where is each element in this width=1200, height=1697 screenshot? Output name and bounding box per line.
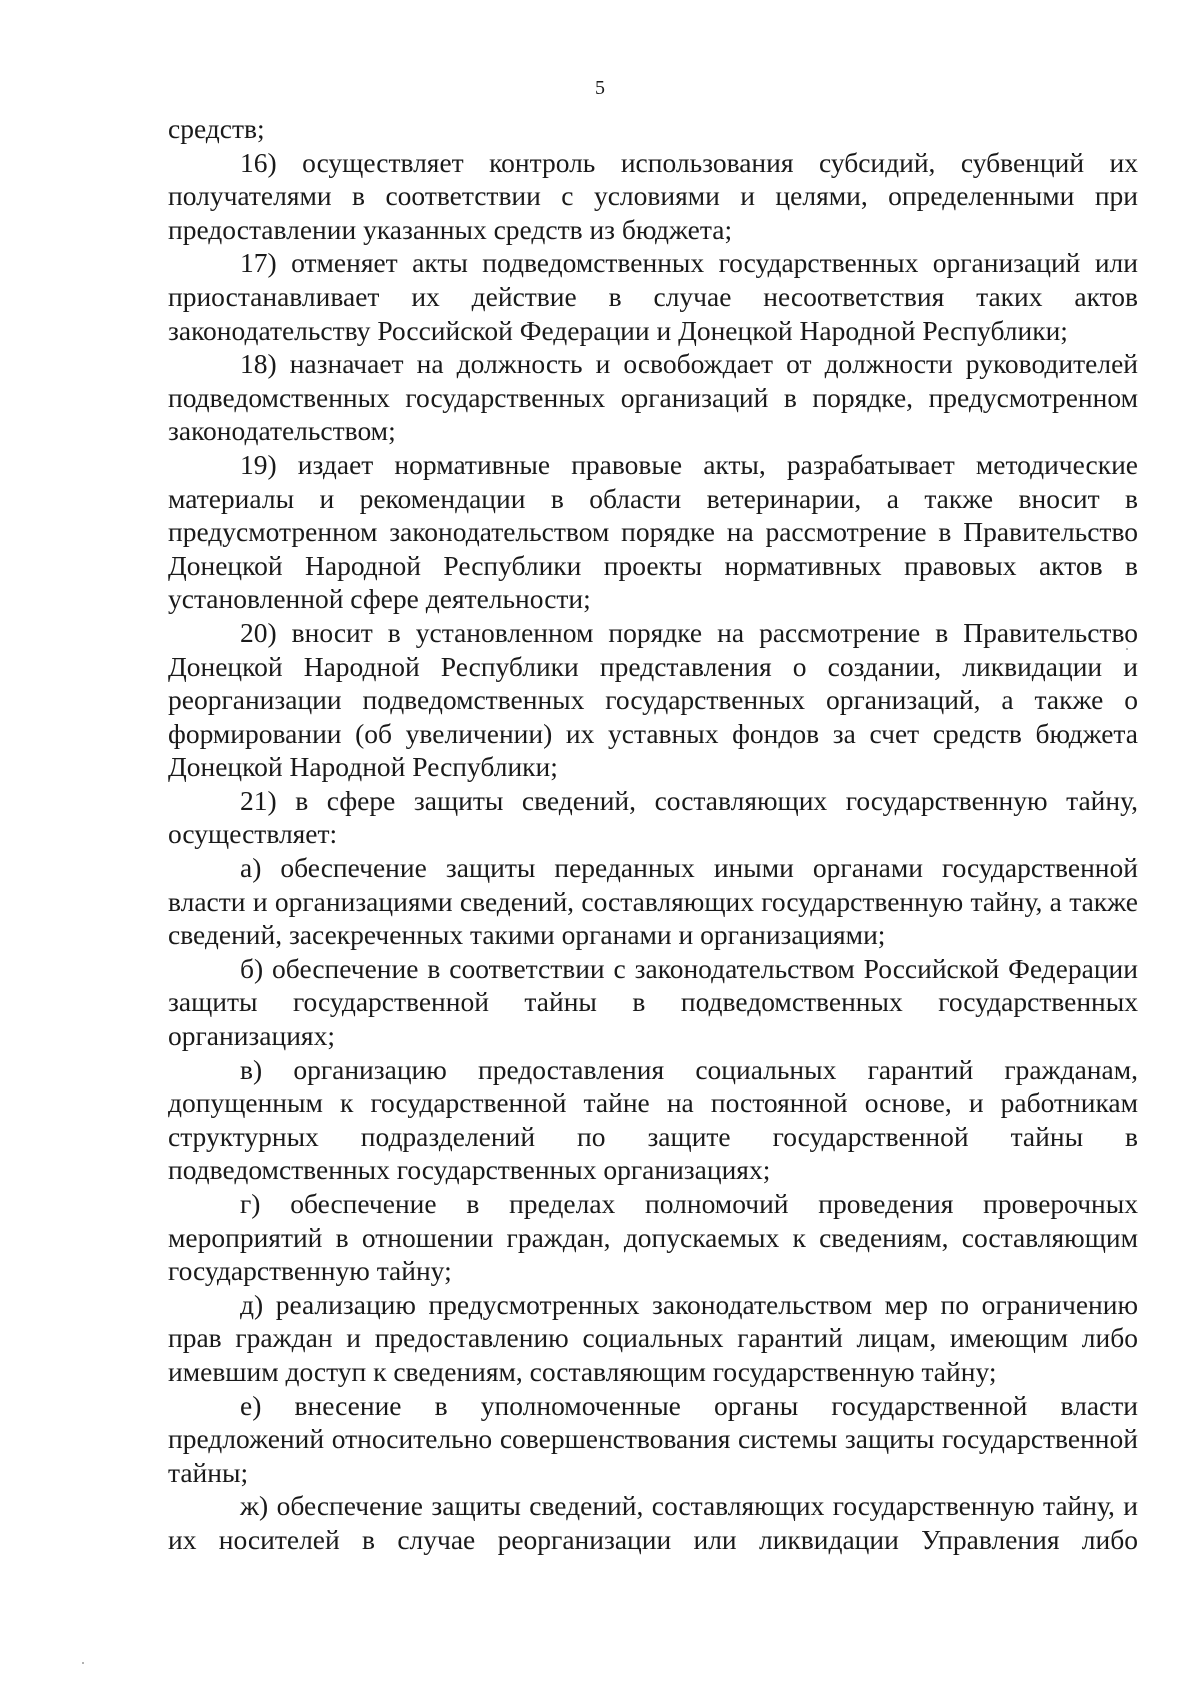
document-body bbox=[168, 112, 1138, 1557]
paragraph-item-19: 19) издает нормативные правовые акты, разрабатывает методические материалы и рекомендации в области ветеринарии, а также вносит в предусмотренном законодательством порядке на рассмотрение в Правительство Донецкой Народной Республики проекты нормативных правовых актов в установленной сфере деятельности; bbox=[168, 448, 1138, 615]
subparagraph-e: е) внесение в уполномоченные органы государственной власти предложений относительно совершенствования системы защиты государственной тайны; bbox=[168, 1389, 1138, 1488]
paragraph-item-16: 16) осуществляет контроль использования субсидий, субвенций их получателями в соответствии с условиями и целями, определенными при предоставлении указанных средств из бюджета; bbox=[168, 146, 1138, 245]
subparagraph-zh: ж) обеспечение защиты сведений, составляющих государственную тайну, и их носителей в случае реорганизации или ликвидации Управления либо bbox=[168, 1490, 1138, 1555]
subparagraph-b: б) обеспечение в соответствии с законодательством Российской Федерации защиты государственной тайны в подведомственных государственных организациях; bbox=[168, 952, 1138, 1052]
subparagraph-a: а) обеспечение защиты переданных иными органами государственной власти и организациями сведений, составляющих государственную тайну, а также сведений, засекреченных такими органами и организациями; bbox=[168, 852, 1138, 951]
page-number: 5 bbox=[595, 77, 605, 99]
subparagraph-v: в) организацию предоставления социальных гарантий гражданам, допущенным к государственной тайне на постоянной основе, и работникам структурных подразделений по защите государственной тайны в подведомственных государственных организациях; bbox=[168, 1053, 1138, 1186]
paragraph-item-20: 20) вносит в установленном порядке на рассмотрение в Правительство Донецкой Народной Республики представления о создании, ликвидации и реорганизации подведомственных государственных организаций, а также о формировании (об увеличении) их уставных фондов за счет средств бюджета Донецкой Народной Республики; bbox=[168, 616, 1138, 783]
paragraph-item-21: 21) в сфере защиты сведений, составляющих государственную тайну, осуществляет: bbox=[168, 784, 1138, 850]
paragraph-continuation: средств; bbox=[168, 113, 265, 144]
scan-speck bbox=[82, 1662, 84, 1664]
scan-speck bbox=[1126, 648, 1128, 650]
subparagraph-d: д) реализацию предусмотренных законодательством мер по ограничению прав граждан и предоставлению социальных гарантий лицам, имеющим либо имевшим доступ к сведениям, составляющим государственную тайну; bbox=[168, 1288, 1138, 1387]
subparagraph-g: г) обеспечение в пределах полномочий проведения проверочных мероприятий в отношении граждан, допускаемых к сведениям, составляющим государственную тайну; bbox=[168, 1188, 1138, 1287]
paragraph-item-18: 18) назначает на должность и освобождает от должности руководителей подведомственных государственных организаций в порядке, предусмотренном законодательством; bbox=[168, 348, 1138, 447]
paragraph-item-17: 17) отменяет акты подведомственных государственных организаций или приостанавливает их действие в случае несоответствия таких актов законодательству Российской Федерации и Донецкой Народной Республики; bbox=[168, 247, 1138, 346]
